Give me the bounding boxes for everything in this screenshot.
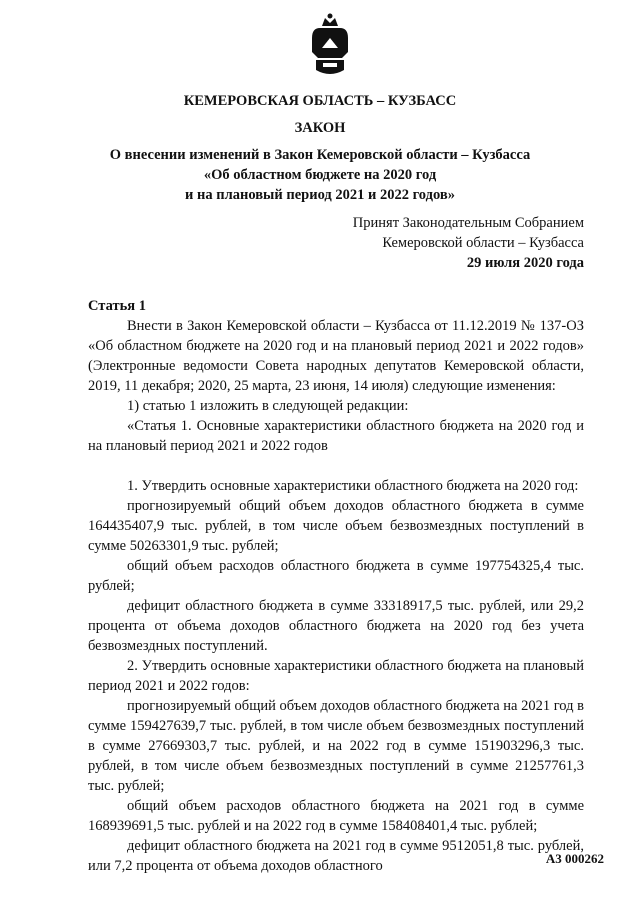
coat-of-arms-icon bbox=[308, 12, 352, 78]
paragraph: Внести в Закон Кемеровской области – Кузбасса от 11.12.2019 № 137-ОЗ «Об областном бюджете на 2020 год и на плановый период 2021 и 2022 годов» (Электронные ведомости Совета народных депутатов Кемеровской области, 2019, 11 декабря; 2020, 25 марта, 23 июня, 14 июля) следующие изменения: bbox=[88, 318, 584, 394]
paragraph: общий объем расходов областного бюджета на 2021 год в сумме 168939691,5 тыс. рублей и на 2022 год в сумме 158408401,4 тыс. рублей; bbox=[88, 798, 584, 834]
law-title bbox=[0, 145, 640, 205]
document-type: ЗАКОН bbox=[294, 120, 346, 136]
law-title-line: О внесении изменений в Закон Кемеровской области – Кузбасса bbox=[109, 147, 531, 163]
paragraph: 2. Утвердить основные характеристики областного бюджета на плановый период 2021 и 2022 годов: bbox=[88, 658, 584, 694]
region-heading: КЕМЕРОВСКАЯ ОБЛАСТЬ – КУЗБАСС bbox=[183, 93, 457, 109]
serial-number: А3 000262 bbox=[545, 851, 604, 866]
law-title-line: и на плановый период 2021 и 2022 годов» bbox=[185, 187, 455, 203]
spacer bbox=[88, 456, 584, 476]
law-body bbox=[88, 296, 584, 876]
adoption-block bbox=[353, 213, 584, 273]
paragraph: дефицит областного бюджета на 2021 год в сумме 9512051,8 тыс. рублей, или 7,2 процента от объема доходов областного bbox=[88, 838, 584, 874]
paragraph: «Статья 1. Основные характеристики областного бюджета на 2020 год и на плановый период 2021 и 2022 годов bbox=[88, 418, 584, 454]
paragraph: общий объем расходов областного бюджета в сумме 197754325,4 тыс. рублей; bbox=[88, 558, 584, 594]
paragraph: прогнозируемый общий объем доходов областного бюджета на 2021 год в сумме 159427639,7 тыс. рублей, в том числе объем безвозмездных поступлений в сумме 27669303,7 тыс. рублей, и на 2022 год в сумме 151903296,3 тыс. рублей, в том числе объем безвозмездных поступлений в сумме 21257761,3 тыс. рублей; bbox=[88, 698, 584, 794]
adoption-line: Кемеровской области – Кузбасса bbox=[382, 235, 584, 251]
paragraph: 1) статью 1 изложить в следующей редакции: bbox=[127, 398, 409, 414]
adoption-date: 29 июля 2020 года bbox=[466, 255, 584, 271]
law-title-line: «Об областном бюджете на 2020 год bbox=[203, 167, 437, 183]
paragraph: прогнозируемый общий объем доходов областного бюджета в сумме 164435407,9 тыс. рублей, в том числе объем безвозмездных поступлений в сумме 50263301,9 тыс. рублей; bbox=[88, 498, 584, 554]
article-heading: Статья 1 bbox=[88, 298, 146, 314]
paragraph: дефицит областного бюджета в сумме 33318917,5 тыс. рублей, или 29,2 процента от объема доходов областного бюджета на 2020 год без учета безвозмездных поступлений. bbox=[88, 598, 584, 654]
paragraph: 1. Утвердить основные характеристики областного бюджета на 2020 год: bbox=[127, 478, 579, 494]
adoption-line: Принят Законодательным Собранием bbox=[352, 215, 584, 231]
